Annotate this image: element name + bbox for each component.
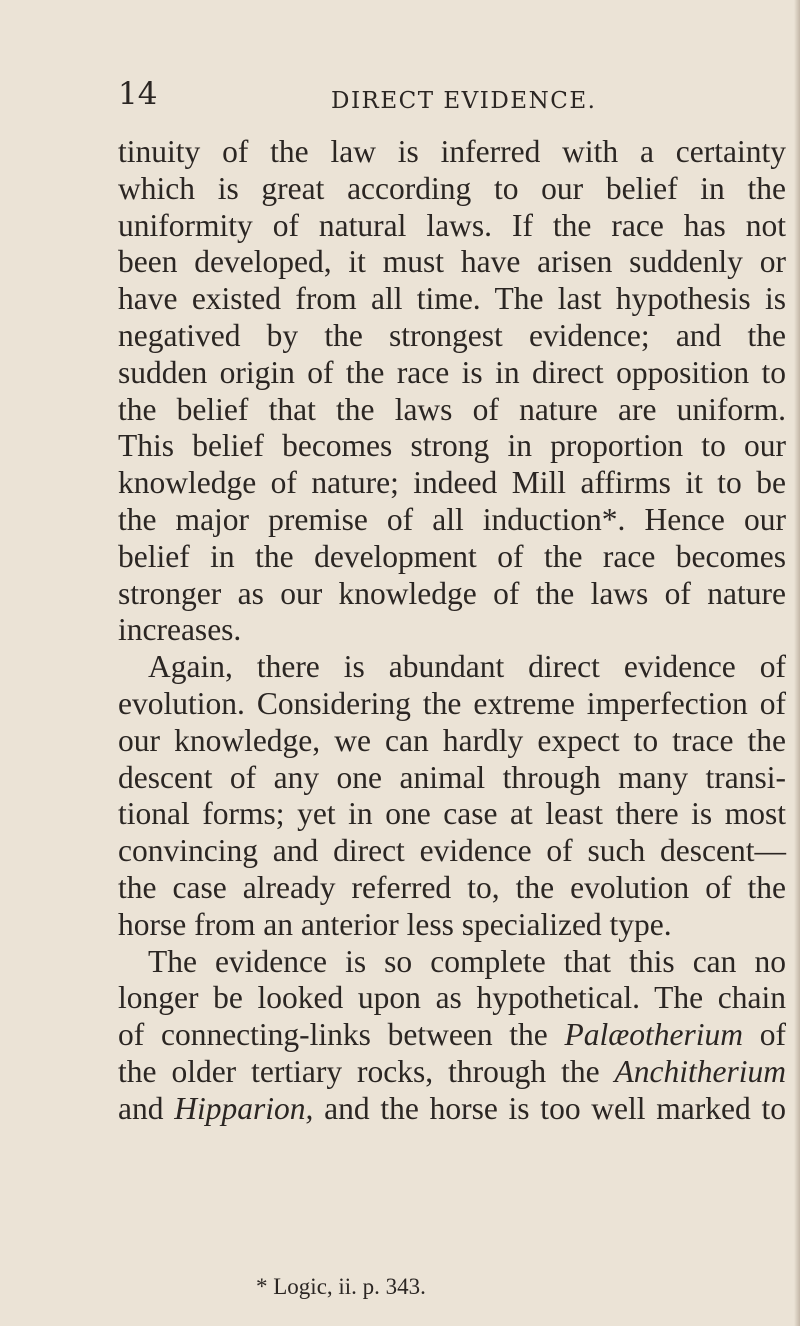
page-number: 14 <box>118 76 158 112</box>
text-segment: and the horse is too well marked to <box>313 1090 786 1126</box>
text-line: horse from an anterior less specialized type. <box>118 906 672 942</box>
text-line: sudden origin of the race is in direct opposition to <box>118 354 786 390</box>
text-line <box>118 1017 786 1054</box>
text-line: convincing and direct evidence of such descent— <box>118 833 786 869</box>
text-line: knowledge of nature; indeed Mill affirms it to be <box>118 465 786 501</box>
text-line: tinuity of the law is inferred with a certainty <box>118 134 786 169</box>
running-head: DIRECT EVIDENCE. <box>331 88 597 114</box>
text-line: the case already referred to, the evolution of the <box>118 869 786 905</box>
text-line: descent of any one animal through many transi- <box>118 759 786 795</box>
text-line: which is great according to our belief in the <box>118 170 786 206</box>
italic-term: Anchitherium <box>614 1053 786 1089</box>
text-line: Again, there is abundant direct evidence of <box>148 649 786 685</box>
text-line: the belief that the laws of nature are uniform. <box>118 391 786 427</box>
text-line <box>118 1091 786 1128</box>
text-segment: and <box>118 1090 175 1126</box>
text-line <box>118 1054 786 1091</box>
text-line: our knowledge, we can hardly expect to trace the <box>118 722 786 758</box>
text-line: This belief becomes strong in proportion to our <box>118 428 786 464</box>
text-line: been developed, it must have arisen suddenly or <box>118 244 786 280</box>
text-line: uniformity of natural laws. If the race has not <box>118 207 786 243</box>
italic-term: Palæotherium <box>564 1017 744 1053</box>
page-header <box>118 76 778 116</box>
text-line: belief in the development of the race becomes <box>118 538 786 574</box>
text-segment: of <box>743 1017 786 1053</box>
text-line: The evidence is so complete that this can no <box>148 943 786 979</box>
body-text <box>118 134 786 1128</box>
text-line: evolution. Considering the extreme imperfection of <box>118 685 786 721</box>
text-line: increases. <box>118 612 242 648</box>
page-edge-shadow <box>794 0 800 1326</box>
text-line: longer be looked upon as hypothetical. The chain <box>118 980 786 1016</box>
text-line: stronger as our knowledge of the laws of nature <box>118 575 786 611</box>
text-line: the major premise of all induction*. Hence our <box>118 501 786 537</box>
footnote: * Logic, ii. p. 343. <box>256 1274 426 1299</box>
text-segment: the older tertiary rocks, through the <box>118 1053 615 1089</box>
text-line: negatived by the strongest evidence; and the <box>118 317 786 353</box>
italic-term: Hipparion, <box>174 1090 314 1126</box>
text-segment: of connecting-links between the <box>118 1017 565 1053</box>
text-line: have existed from all time. The last hypothesis is <box>118 281 786 317</box>
text-line: tional forms; yet in one case at least there is most <box>118 796 786 832</box>
